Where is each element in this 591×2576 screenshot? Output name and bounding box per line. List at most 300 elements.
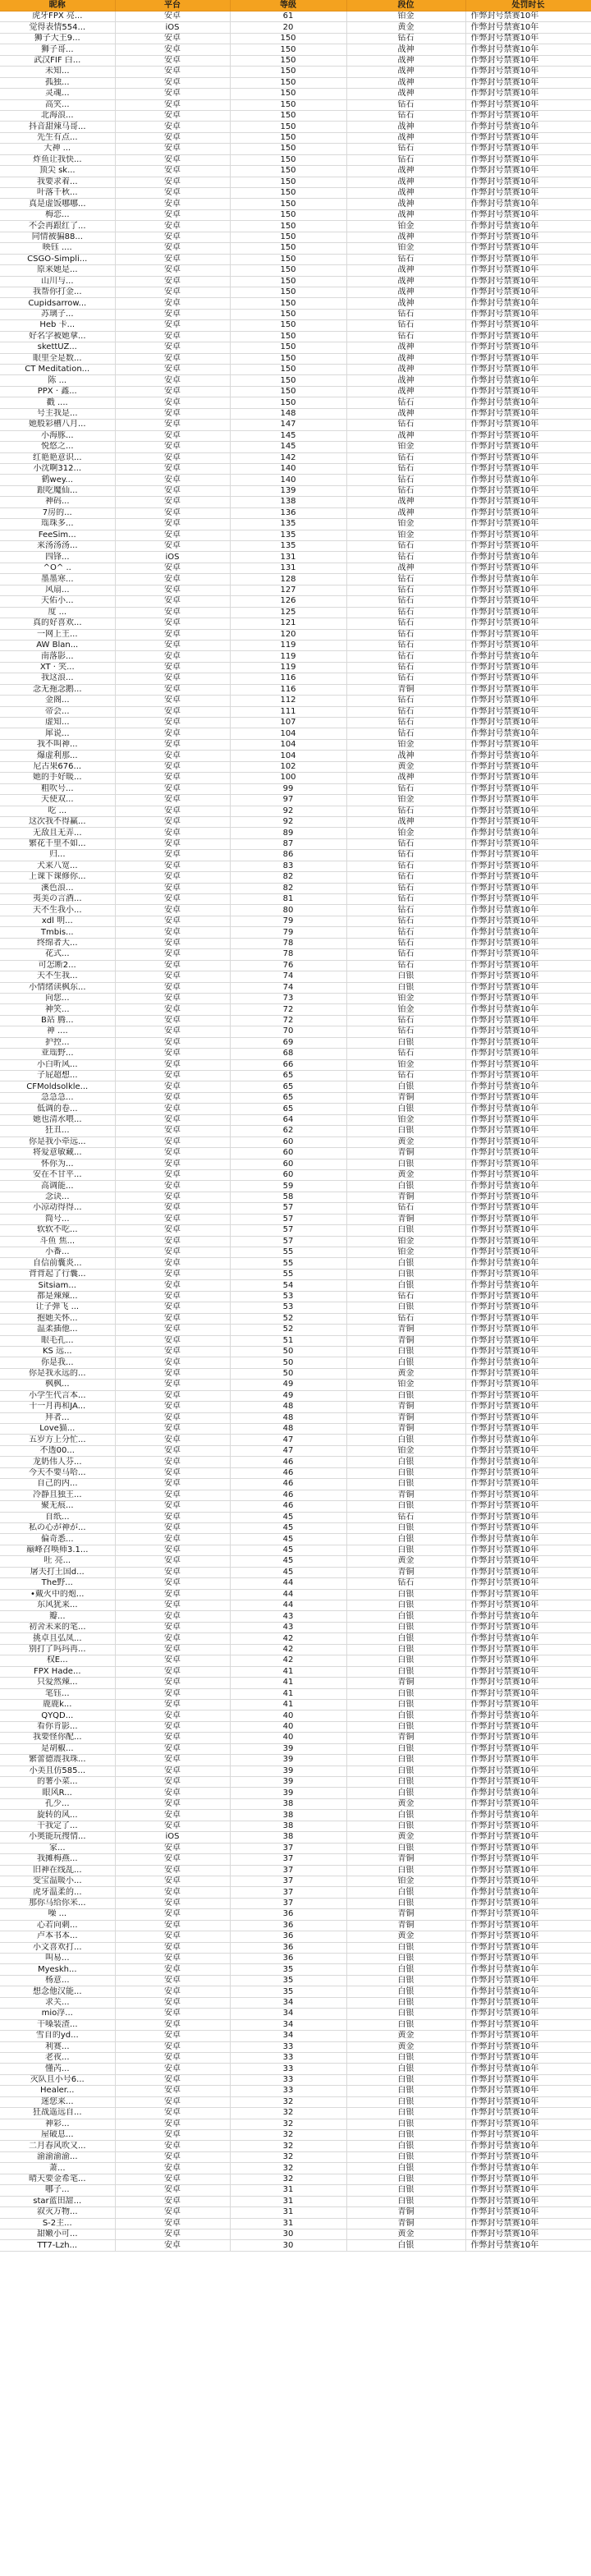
cell-penalty: 作弊封号禁赛10年: [465, 99, 591, 110]
cell-level: 112: [230, 696, 346, 706]
cell-platform: 安卓: [115, 342, 230, 353]
cell-level: 135: [230, 530, 346, 540]
cell-nickname: 花式...: [0, 949, 115, 960]
table-row: [0, 816, 591, 827]
cell-nickname: •戴火中的炮...: [0, 1589, 115, 1600]
cell-penalty: 作弊封号禁赛10年: [465, 11, 591, 22]
cell-platform: 安卓: [115, 1898, 230, 1908]
cell-nickname: 觉得表情554...: [0, 22, 115, 33]
table-row: [0, 309, 591, 319]
cell-penalty: 作弊封号禁赛10年: [465, 2108, 591, 2119]
cell-penalty: 作弊封号禁赛10年: [465, 1159, 591, 1169]
cell-rank: 白银: [346, 1534, 465, 1545]
cell-level: 64: [230, 1114, 346, 1125]
cell-platform: 安卓: [115, 1114, 230, 1125]
cell-nickname: 狂丑...: [0, 1126, 115, 1136]
cell-rank: 钻石: [346, 397, 465, 408]
cell-platform: 安卓: [115, 1743, 230, 1754]
cell-platform: 安卓: [115, 1512, 230, 1522]
cell-platform: 安卓: [115, 1335, 230, 1346]
cell-level: 41: [230, 1688, 346, 1699]
cell-rank: 白银: [346, 2119, 465, 2129]
cell-platform: 安卓: [115, 1357, 230, 1368]
cell-nickname: 噪 ...: [0, 1909, 115, 1920]
cell-rank: 钻石: [346, 640, 465, 650]
table-row: [0, 2119, 591, 2129]
cell-penalty: 作弊封号禁赛10年: [465, 77, 591, 88]
cell-rank: 钻石: [346, 806, 465, 816]
cell-nickname: 护控...: [0, 1037, 115, 1048]
table-row: [0, 485, 591, 496]
cell-penalty: 作弊封号禁赛10年: [465, 1424, 591, 1435]
cell-nickname: 终绵者大...: [0, 938, 115, 948]
cell-nickname: 小美且仿585...: [0, 1766, 115, 1776]
cell-rank: 白银: [346, 1964, 465, 1975]
cell-level: 119: [230, 651, 346, 662]
cell-platform: 安卓: [115, 916, 230, 926]
cell-nickname: 天佑小...: [0, 596, 115, 607]
table-row: [0, 243, 591, 254]
table-row: [0, 806, 591, 816]
cell-penalty: 作弊封号禁赛10年: [465, 1148, 591, 1159]
cell-platform: 安卓: [115, 1578, 230, 1589]
cell-level: 46: [230, 1501, 346, 1512]
cell-platform: iOS: [115, 1832, 230, 1843]
cell-nickname: 帝会...: [0, 706, 115, 717]
cell-platform: 安卓: [115, 209, 230, 220]
cell-rank: 白银: [346, 1777, 465, 1788]
table-row: [0, 2174, 591, 2184]
table-row: [0, 2041, 591, 2052]
cell-nickname: 旋转的风...: [0, 1810, 115, 1821]
cell-rank: 钻石: [346, 33, 465, 44]
table-row: [0, 1788, 591, 1798]
table-row: [0, 1501, 591, 1512]
cell-penalty: 作弊封号禁赛10年: [465, 331, 591, 342]
cell-platform: 安卓: [115, 1071, 230, 1081]
table-row: [0, 718, 591, 728]
cell-level: 52: [230, 1313, 346, 1324]
cell-nickname: Sitsiam...: [0, 1280, 115, 1291]
cell-level: 78: [230, 938, 346, 948]
cell-level: 150: [230, 397, 346, 408]
cell-level: 31: [230, 2185, 346, 2196]
cell-level: 57: [230, 1203, 346, 1214]
cell-nickname: 鹿鹿k...: [0, 1699, 115, 1710]
cell-penalty: 作弊封号禁赛10年: [465, 497, 591, 507]
cell-nickname: xdl 明...: [0, 916, 115, 926]
cell-penalty: 作弊封号禁赛10年: [465, 265, 591, 276]
cell-nickname: AW Blan...: [0, 640, 115, 650]
cell-penalty: 作弊封号禁赛10年: [465, 1258, 591, 1269]
cell-penalty: 作弊封号禁赛10年: [465, 442, 591, 452]
cell-nickname: 小情绪读枫东...: [0, 982, 115, 993]
cell-level: 62: [230, 1126, 346, 1136]
cell-rank: 白银: [346, 1081, 465, 1092]
cell-platform: 安卓: [115, 177, 230, 187]
cell-platform: 安卓: [115, 1313, 230, 1324]
cell-platform: 安卓: [115, 1534, 230, 1545]
cell-platform: 安卓: [115, 1522, 230, 1533]
cell-penalty: 作弊封号禁赛10年: [465, 1810, 591, 1821]
cell-rank: 战神: [346, 562, 465, 573]
table-row: [0, 684, 591, 695]
cell-rank: 铂金: [346, 1059, 465, 1070]
table-row: [0, 1964, 591, 1975]
table-row: [0, 475, 591, 485]
table-row: [0, 11, 591, 22]
table-row: [0, 1236, 591, 1247]
table-row: [0, 927, 591, 938]
cell-level: 150: [230, 209, 346, 220]
cell-platform: 安卓: [115, 585, 230, 595]
table-row: [0, 761, 591, 772]
cell-nickname: 干嗓装渣...: [0, 2019, 115, 2030]
cell-penalty: 作弊封号禁赛10年: [465, 1346, 591, 1357]
cell-nickname: The野...: [0, 1578, 115, 1589]
cell-level: 140: [230, 475, 346, 485]
cell-rank: 白银: [346, 1280, 465, 1291]
cell-penalty: 作弊封号禁赛10年: [465, 475, 591, 485]
table-row: [0, 1247, 591, 1258]
cell-rank: 青铜: [346, 1192, 465, 1202]
cell-penalty: 作弊封号禁赛10年: [465, 1026, 591, 1037]
cell-level: 32: [230, 2108, 346, 2119]
cell-level: 51: [230, 1335, 346, 1346]
cell-level: 128: [230, 574, 346, 585]
cell-penalty: 作弊封号禁赛10年: [465, 795, 591, 806]
cell-nickname: KS 远...: [0, 1346, 115, 1357]
cell-platform: 安卓: [115, 1931, 230, 1942]
cell-penalty: 作弊封号禁赛10年: [465, 2031, 591, 2041]
cell-platform: 安卓: [115, 718, 230, 728]
cell-rank: 白银: [346, 2130, 465, 2141]
cell-rank: 白银: [346, 2185, 465, 2196]
cell-penalty: 作弊封号禁赛10年: [465, 1490, 591, 1500]
cell-level: 31: [230, 2218, 346, 2229]
cell-platform: 安卓: [115, 2196, 230, 2206]
cell-platform: 安卓: [115, 562, 230, 573]
cell-rank: 钻石: [346, 838, 465, 849]
cell-penalty: 作弊封号禁赛10年: [465, 585, 591, 595]
cell-platform: 安卓: [115, 188, 230, 199]
cell-penalty: 作弊封号禁赛10年: [465, 1313, 591, 1324]
cell-platform: 安卓: [115, 199, 230, 209]
cell-penalty: 作弊封号禁赛10年: [465, 1534, 591, 1545]
cell-nickname: 神 ....: [0, 1026, 115, 1037]
table-row: [0, 773, 591, 783]
cell-level: 30: [230, 2229, 346, 2239]
table-row: [0, 1821, 591, 1831]
table-row: [0, 1931, 591, 1942]
table-row: [0, 574, 591, 585]
cell-platform: 安卓: [115, 1049, 230, 1059]
cell-level: 48: [230, 1412, 346, 1423]
cell-platform: 安卓: [115, 629, 230, 640]
cell-level: 150: [230, 298, 346, 309]
cell-nickname: Love猫...: [0, 1424, 115, 1435]
cell-level: 45: [230, 1522, 346, 1533]
table-row: [0, 1522, 591, 1533]
cell-penalty: 作弊封号禁赛10年: [465, 2240, 591, 2251]
cell-platform: 安卓: [115, 574, 230, 585]
cell-rank: 钻石: [346, 916, 465, 926]
cell-rank: 钻石: [346, 706, 465, 717]
cell-level: 150: [230, 89, 346, 99]
cell-rank: 白银: [346, 971, 465, 982]
cell-nickname: skettUZ...: [0, 342, 115, 353]
cell-rank: 白银: [346, 2096, 465, 2107]
cell-level: 78: [230, 949, 346, 960]
cell-platform: 安卓: [115, 110, 230, 121]
table-row: [0, 430, 591, 441]
cell-nickname: 苏璃子...: [0, 309, 115, 319]
cell-rank: 战神: [346, 166, 465, 177]
cell-rank: 钻石: [346, 728, 465, 739]
cell-nickname: ^O^ ..: [0, 562, 115, 573]
cell-rank: 铂金: [346, 1380, 465, 1390]
table-row: [0, 872, 591, 883]
cell-penalty: 作弊封号禁赛10年: [465, 2196, 591, 2206]
cell-nickname: 求关...: [0, 1997, 115, 2008]
cell-level: 55: [230, 1247, 346, 1258]
table-row: [0, 1512, 591, 1522]
table-row: [0, 2196, 591, 2206]
cell-penalty: 作弊封号禁赛10年: [465, 949, 591, 960]
cell-nickname: 狂战遥远自...: [0, 2108, 115, 2119]
cell-platform: 安卓: [115, 1181, 230, 1192]
cell-level: 139: [230, 485, 346, 496]
table-row: [0, 850, 591, 861]
table-row: [0, 154, 591, 165]
cell-penalty: 作弊封号禁赛10年: [465, 1435, 591, 1445]
cell-rank: 战神: [346, 199, 465, 209]
cell-level: 140: [230, 463, 346, 474]
cell-rank: 青铜: [346, 2207, 465, 2218]
cell-nickname: 可怎断2...: [0, 960, 115, 971]
cell-penalty: 作弊封号禁赛10年: [465, 993, 591, 1003]
cell-penalty: 作弊封号禁赛10年: [465, 1611, 591, 1622]
cell-level: 38: [230, 1821, 346, 1831]
cell-nickname: 神笑...: [0, 1004, 115, 1015]
cell-rank: 白银: [346, 2019, 465, 2030]
table-row: [0, 1578, 591, 1589]
table-row: [0, 2064, 591, 2074]
cell-level: 36: [230, 1954, 346, 1964]
cell-penalty: 作弊封号禁赛10年: [465, 1942, 591, 1953]
table-row: [0, 2207, 591, 2218]
cell-penalty: 作弊封号禁赛10年: [465, 706, 591, 717]
cell-nickname: CT Meditation...: [0, 365, 115, 375]
cell-platform: 安卓: [115, 1887, 230, 1898]
cell-level: 119: [230, 640, 346, 650]
cell-platform: 安卓: [115, 795, 230, 806]
cell-nickname: 安在不甘平...: [0, 1169, 115, 1180]
cell-penalty: 作弊封号禁赛10年: [465, 1832, 591, 1843]
cell-penalty: 作弊封号禁赛10年: [465, 640, 591, 650]
cell-platform: 安卓: [115, 1876, 230, 1886]
cell-level: 150: [230, 166, 346, 177]
cell-platform: 安卓: [115, 2052, 230, 2063]
cell-nickname: 怀你为...: [0, 1159, 115, 1169]
cell-platform: 安卓: [115, 1148, 230, 1159]
cell-platform: 安卓: [115, 1104, 230, 1114]
table-row: [0, 110, 591, 121]
table-row: [0, 463, 591, 474]
cell-rank: 白银: [346, 1479, 465, 1490]
cell-rank: 白银: [346, 1986, 465, 1997]
cell-level: 125: [230, 607, 346, 618]
cell-nickname: 的薯小菜...: [0, 1777, 115, 1788]
cell-level: 39: [230, 1788, 346, 1798]
cell-platform: 安卓: [115, 2009, 230, 2019]
cell-penalty: 作弊封号禁赛10年: [465, 1357, 591, 1368]
cell-penalty: 作弊封号禁赛10年: [465, 485, 591, 496]
cell-platform: 安卓: [115, 1081, 230, 1092]
table-row: [0, 1203, 591, 1214]
cell-penalty: 作弊封号禁赛10年: [465, 541, 591, 552]
cell-rank: 白银: [346, 2064, 465, 2074]
cell-level: 47: [230, 1435, 346, 1445]
cell-nickname: 屠夫打土国d...: [0, 1567, 115, 1577]
table-row: [0, 1169, 591, 1180]
cell-level: 104: [230, 728, 346, 739]
cell-level: 39: [230, 1766, 346, 1776]
table-row: [0, 397, 591, 408]
cell-rank: 白银: [346, 2163, 465, 2174]
cell-rank: 白银: [346, 1843, 465, 1853]
cell-rank: 钻石: [346, 1578, 465, 1589]
cell-platform: 安卓: [115, 1236, 230, 1247]
cell-platform: 安卓: [115, 1556, 230, 1567]
cell-nickname: 南落影...: [0, 651, 115, 662]
cell-nickname: 冷静且独王...: [0, 1490, 115, 1500]
cell-level: 36: [230, 1909, 346, 1920]
cell-platform: 安卓: [115, 1733, 230, 1743]
cell-rank: 铂金: [346, 1236, 465, 1247]
cell-penalty: 作弊封号禁赛10年: [465, 1975, 591, 1986]
cell-penalty: 作弊封号禁赛10年: [465, 2009, 591, 2019]
cell-level: 73: [230, 993, 346, 1003]
cell-rank: 黄金: [346, 1832, 465, 1843]
cell-level: 54: [230, 1280, 346, 1291]
cell-nickname: 金阁...: [0, 696, 115, 706]
cell-platform: 安卓: [115, 497, 230, 507]
cell-nickname: 懂芮...: [0, 2064, 115, 2074]
cell-platform: 安卓: [115, 2086, 230, 2096]
cell-nickname: 顶尖 sk...: [0, 166, 115, 177]
cell-platform: 安卓: [115, 430, 230, 441]
cell-platform: 安卓: [115, 331, 230, 342]
cell-platform: 安卓: [115, 1457, 230, 1467]
cell-platform: 安卓: [115, 2064, 230, 2074]
cell-nickname: 我要求着...: [0, 177, 115, 187]
cell-platform: 安卓: [115, 1633, 230, 1644]
table-row: [0, 828, 591, 838]
cell-level: 50: [230, 1357, 346, 1368]
cell-penalty: 作弊封号禁赛10年: [465, 1743, 591, 1754]
cell-platform: 安卓: [115, 773, 230, 783]
cell-level: 34: [230, 1997, 346, 2008]
table-row: [0, 1710, 591, 1721]
cell-level: 60: [230, 1169, 346, 1180]
cell-platform: 安卓: [115, 1203, 230, 1214]
cell-penalty: 作弊封号禁赛10年: [465, 452, 591, 463]
table-row: [0, 971, 591, 982]
cell-penalty: 作弊封号禁赛10年: [465, 166, 591, 177]
cell-rank: 白银: [346, 1898, 465, 1908]
cell-level: 60: [230, 1136, 346, 1147]
cell-platform: 安卓: [115, 1325, 230, 1335]
cell-penalty: 作弊封号禁赛10年: [465, 1181, 591, 1192]
table-row: [0, 22, 591, 33]
table-row: [0, 728, 591, 739]
table-row: [0, 232, 591, 242]
table-row: [0, 122, 591, 132]
table-row: [0, 1678, 591, 1688]
cell-rank: 白银: [346, 1346, 465, 1357]
cell-level: 59: [230, 1181, 346, 1192]
cell-nickname: 瑶珠多...: [0, 519, 115, 530]
cell-nickname: 低调的卷...: [0, 1104, 115, 1114]
cell-rank: 钻石: [346, 1015, 465, 1026]
cell-penalty: 作弊封号禁赛10年: [465, 199, 591, 209]
cell-rank: 钻石: [346, 574, 465, 585]
cell-nickname: 念无拖念鹅...: [0, 684, 115, 695]
table-row: [0, 276, 591, 287]
cell-level: 104: [230, 751, 346, 761]
table-row: [0, 1445, 591, 1456]
cell-level: 43: [230, 1622, 346, 1632]
cell-penalty: 作弊封号禁赛10年: [465, 2064, 591, 2074]
cell-nickname: 虎牙FPX 亮...: [0, 11, 115, 22]
cell-platform: 安卓: [115, 1589, 230, 1600]
cell-penalty: 作弊封号禁赛10年: [465, 530, 591, 540]
cell-penalty: 作弊封号禁赛10年: [465, 353, 591, 364]
cell-platform: 安卓: [115, 1169, 230, 1180]
cell-platform: 安卓: [115, 838, 230, 849]
cell-penalty: 作弊封号禁赛10年: [465, 221, 591, 232]
cell-level: 92: [230, 806, 346, 816]
cell-rank: 白银: [346, 1887, 465, 1898]
cell-platform: 安卓: [115, 706, 230, 717]
cell-nickname: 夷美の言酒...: [0, 894, 115, 905]
cell-platform: 安卓: [115, 154, 230, 165]
cell-penalty: 作弊封号禁赛10年: [465, 1467, 591, 1478]
cell-level: 150: [230, 232, 346, 242]
cell-platform: 安卓: [115, 1975, 230, 1986]
cell-rank: 青铜: [346, 1567, 465, 1577]
cell-platform: 安卓: [115, 1777, 230, 1788]
cell-level: 150: [230, 276, 346, 287]
table-row: [0, 949, 591, 960]
cell-platform: 安卓: [115, 662, 230, 673]
table-row: [0, 67, 591, 77]
table-row: [0, 662, 591, 673]
cell-nickname: 四锋...: [0, 552, 115, 562]
cell-rank: 青铜: [346, 1424, 465, 1435]
cell-platform: 安卓: [115, 1655, 230, 1666]
cell-rank: 战神: [346, 89, 465, 99]
table-row: [0, 1258, 591, 1269]
cell-penalty: 作弊封号禁赛10年: [465, 397, 591, 408]
cell-level: 87: [230, 838, 346, 849]
table-row: [0, 265, 591, 276]
table-row: [0, 751, 591, 761]
cell-level: 53: [230, 1291, 346, 1302]
cell-nickname: 小白听风...: [0, 1059, 115, 1070]
cell-penalty: 作弊封号禁赛10年: [465, 1986, 591, 1997]
